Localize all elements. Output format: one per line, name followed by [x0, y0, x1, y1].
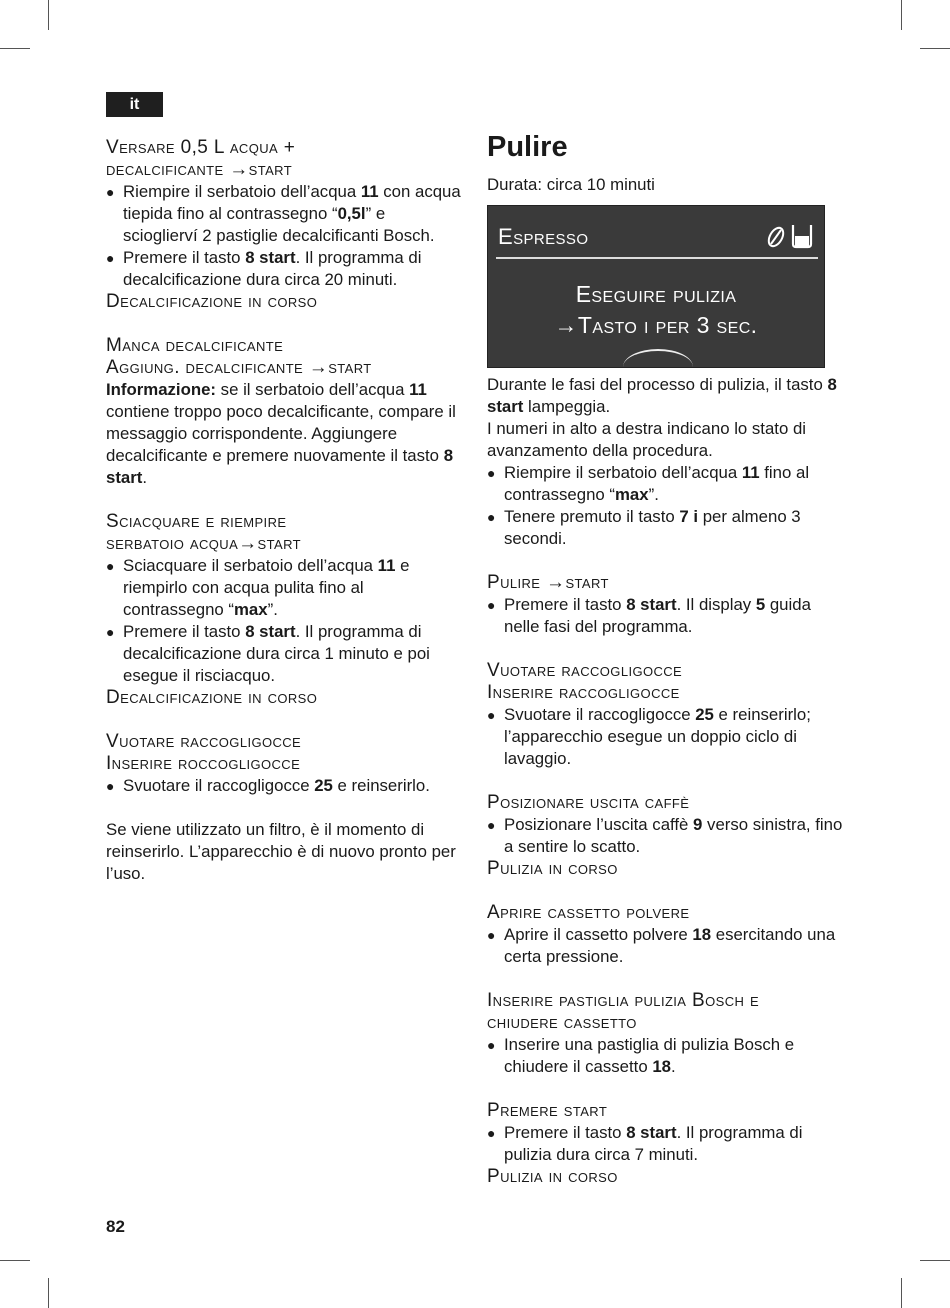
crop-mark	[48, 0, 49, 30]
display-message-heading: Inserire raccogligocce	[487, 682, 680, 703]
display-message-heading: Inserire pastiglia pulizia Bosch e	[487, 990, 760, 1011]
display-message-heading: Inserire roccogligocce	[106, 753, 301, 774]
crop-mark	[0, 48, 30, 49]
machine-display-illustration	[487, 205, 825, 368]
crop-mark	[0, 1260, 30, 1261]
display-message-heading: Premere start	[487, 1100, 608, 1121]
page-number: 82	[106, 1217, 125, 1236]
display-status: Decalcificazione in corso	[106, 291, 318, 312]
display-knob-outline	[623, 349, 693, 368]
bullet-item: ● Premere il tasto 8 start. Il programma di decalcificazione dura circa 20 minuti.	[106, 247, 462, 291]
bullet-item: ● Premere il tasto 8 start. Il programma di pulizia dura circa 7 minuti.	[487, 1122, 847, 1166]
display-top-label: Espresso	[498, 224, 589, 249]
right-column	[487, 131, 847, 1188]
bullet-item: ● Premere il tasto 8 start. Il programma di decalcificazione dura circa 1 minuto e poi esegue il risciacquo.	[106, 621, 462, 687]
bullet-item: ● Inserire una pastiglia di pulizia Bosch e chiudere il cassetto 18.	[487, 1034, 847, 1078]
bullet-item: ● Tenere premuto il tasto 7 i per almeno 3 secondi.	[487, 506, 847, 550]
bullet-item: ● Posizionare l’uscita caffè 9 verso sinistra, fino a sentire lo scatto.	[487, 814, 847, 858]
display-message-heading: serbatoio acqua→start	[106, 533, 301, 554]
display-status: Pulizia in corso	[487, 858, 618, 879]
bullet-item: ● Svuotare il raccogligocce 25 e reinserirlo.	[106, 775, 462, 797]
crop-mark	[901, 0, 902, 30]
cup-icon	[790, 222, 814, 250]
bullet-item: ● Riempire il serbatoio dell’acqua 11 con acqua tiepida fino al contrassegno “0,5l” e scioglierví 2 pastiglie decalcificanti Bosch.	[106, 181, 462, 247]
crop-mark	[901, 1278, 902, 1308]
bullet-item: ● Aprire il cassetto polvere 18 esercitando una certa pressione.	[487, 924, 847, 968]
crop-mark	[920, 48, 950, 49]
crop-mark	[48, 1278, 49, 1308]
duration-text: Durata: circa 10 minuti	[487, 175, 655, 194]
strength-beans-icon	[764, 222, 788, 250]
crop-mark	[920, 1260, 950, 1261]
bullet-item: ● Sciacquare il serbatoio dell’acqua 11 e riempirlo con acqua pulita fino al contrassegno “max”.	[106, 555, 462, 621]
display-message-heading: Versare 0,5 L acqua +	[106, 137, 296, 158]
display-message-heading: Aggiung. decalcificante →start	[106, 357, 372, 378]
display-message-heading: decalcificante →start	[106, 159, 293, 180]
display-icons	[764, 222, 814, 250]
section-title: Pulire	[487, 131, 568, 163]
bullet-item: ● Premere il tasto 8 start. Il display 5 guida nelle fasi del programma.	[487, 594, 847, 638]
display-message-heading: chiudere cassetto	[487, 1012, 637, 1033]
display-message-heading: Pulire →start	[487, 572, 609, 593]
display-message-heading: Sciacquare e riempire	[106, 511, 287, 532]
display-message-heading: Vuotare raccogligocce	[106, 731, 302, 752]
display-message-heading: Manca decalcificante	[106, 335, 284, 356]
paragraph: I numeri in alto a destra indicano lo stato di avanzamento della procedura.	[487, 419, 807, 460]
bullet-item: ● Riempire il serbatoio dell’acqua 11 fino al contrassegno “max”.	[487, 462, 847, 506]
display-message-heading: Aprire cassetto polvere	[487, 902, 690, 923]
display-divider	[496, 257, 818, 259]
info-paragraph: Informazione: se il serbatoio dell’acqua 11 contiene troppo poco decalcificante, compare il messaggio corrispondente. Aggiungere decalcificante e premere nuovamente il tasto 8 start.	[106, 380, 456, 487]
paragraph: Durante le fasi del processo di pulizia, il tasto 8 start lampeggia.	[487, 375, 837, 416]
bullet-item: ● Svuotare il raccogligocce 25 e reinserirlo; l’apparecchio esegue un doppio ciclo di lavaggio.	[487, 704, 847, 770]
left-column	[106, 137, 462, 885]
display-status: Decalcificazione in corso	[106, 687, 318, 708]
language-tab: it	[106, 92, 163, 117]
closing-paragraph: Se viene utilizzato un filtro, è il momento di reinserirlo. L’apparecchio è di nuovo pronto per l’uso.	[106, 820, 456, 883]
display-message: Eseguire pulizia →Tasto i per 3 sec.	[554, 281, 758, 338]
display-message-heading: Posizionare uscita caffè	[487, 792, 690, 813]
display-status: Pulizia in corso	[487, 1166, 618, 1187]
display-message-heading: Vuotare raccogligocce	[487, 660, 683, 681]
